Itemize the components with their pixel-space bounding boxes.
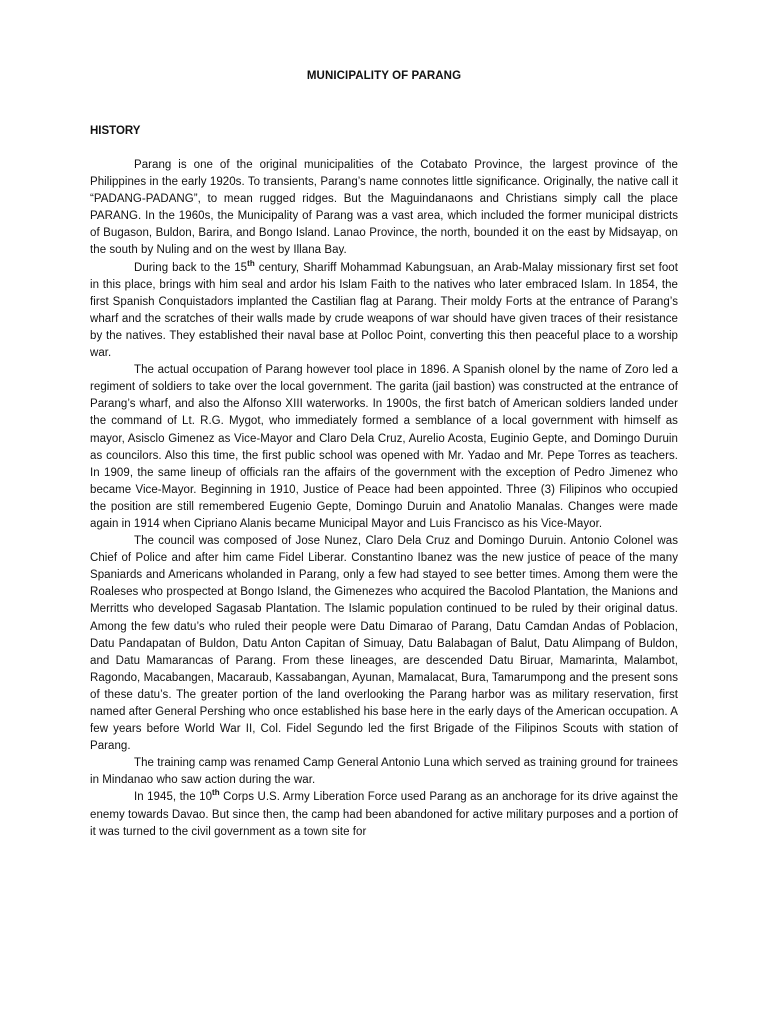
paragraph-1: Parang is one of the original municipalities of the Cotabato Province, the largest province of the Philippines in the early 1920s. To transients, Parang’s name connotes little significance. Originally, the native call it “PADANG-PADANG”, to mean rugged ridges. But the Maguindanaons and Christians simply call the place PARANG. In the 1960s, the Municipality of Parang was a vast area, which included the former municipal districts of Bugason, Buldon, Barira, and Bongo Island. Lanao Province, the north, bounded it on the east by Midsayap, on the south by Nuling and on the west by Illana Bay. [90,159,678,257]
paragraph-2: During back to the 15th century, Shariff Mohammad Kabungsuan, an Arab-Malay missionary first set foot in this place, brings with him seal and ardor his Islam Faith to the natives who later embraced Islam. In 1854, the first Spanish Conquistadors implanted the Castilian flag at Parang. Their moldy Forts at the entrance of Parang’s wharf and the scratches of their walls made by crude weapons of war should have given traces of their resistance by the natives. They established their naval base at Polloc Point, converting this then peaceful place to a worship war. [90,258,678,360]
paragraph-6: In 1945, the 10th Corps U.S. Army Liberation Force used Parang as an anchorage for its drive against the enemy towards Davao. But since then, the camp had been abandoned for active military purposes and a portion of it was turned to the civil government as a town site for [90,788,679,838]
paragraph-3: The actual occupation of Parang however tool place in 1896. A Spanish olonel by the name of Zoro led a regiment of soldiers to take over the local government. The garita (jail bastion) was constructed at the entrance of Parang’s wharf, and also the Alfonso XIII waterworks. In 1900s, the first batch of American soldiers landed under the command of Lt. R.G. Mygot, who immediately formed a semblance of a local government with himself as mayor, Asisclo Gimenez as Vice-Mayor and Claro Dela Cruz, Aurelio Acosta, Euginio Gepte, and Domingo Duruin as councilors. Also this time, the first public school was opened with Mr. Yadao and Mr. Pepe Torres as teachers. In 1909, the same lineup of officials ran the affairs of the government with the exception of Pedro Jimenez who became Vice-Mayor. Beginning in 1910, Justice of Peace had been appointed. Three (3) Filipinos who occupied the position are still remembered Eugenio Gepte, Domingo Duruin and Anatolio Manalas. Changes were made again in 1914 when Cipriano Alanis became Municipal Mayor and Luis Francisco as his Vice-Mayor. [90,364,678,530]
document-title: MUNICIPALITY OF PARANG [306,70,462,82]
paragraph-5: The training camp was renamed Camp General Antonio Luna which served as training ground for trainees in Mindanao who saw action during the war. [90,757,678,787]
paragraph-4: The council was composed of Jose Nunez, Claro Dela Cruz and Domingo Duruin. Antonio Colonel was Chief of Police and after him came Fidel Liberar. Constantino Ibanez was the new justice of peace of the many Spaniards and Americans wholanded in Parang, only a few had stayed to see better times. Among them were the Roaleses who prospected at Bongo Island, the Gimenezes who acquired the Bacolod Plantation, the Manions and Merritts who developed Sagasab Plantation. The Islamic population continued to be ruled by their original datus. Among the few datu’s who ruled their people were Datu Dimarao of Parang, Datu Camdan Andas of Poblacion, Datu Pandapatan of Buldon, Datu Anton Capitan of Simuay, Datu Balabagan of Balut, Datu Alimpang of Buldon, and Datu Mamarancas of Parang. From these lineages, are descended Datu Biruar, Mamarinta, Malambot, Ragondo, Macabangen, Macaraub, Kassabangan, Ayunan, Mamalacat, Bura, Tamarumpong and the present sons of these datu’s. The greater portion of the land overlooking the Parang harbor was as military reservation, first named after General Pershing who once established his base here in the early days of the American occupation. A few years before World War II, Col. Fidel Segundo led the first Brigade of the Filipinos Scouts with station of Parang. [90,535,678,753]
section-heading-history: HISTORY [90,125,141,137]
document-page [90,68,678,841]
